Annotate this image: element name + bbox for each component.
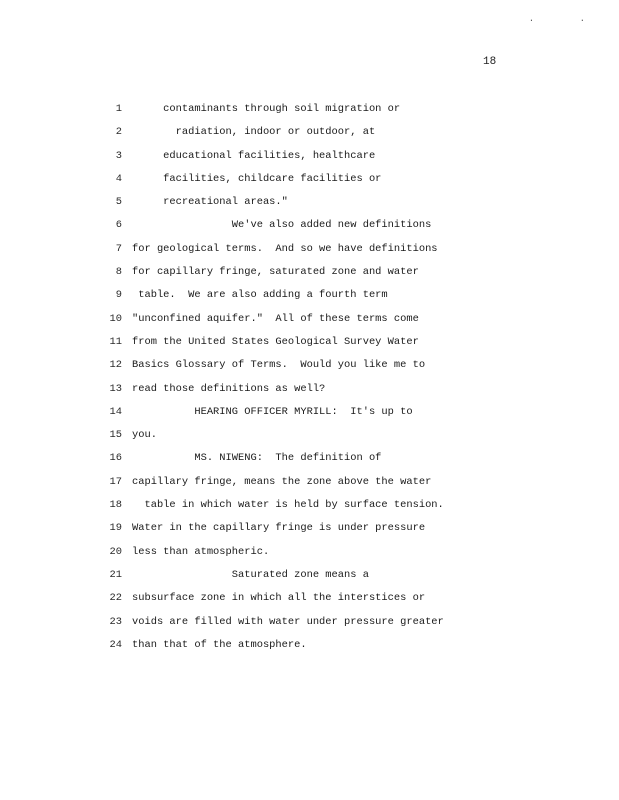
transcript-line bbox=[0, 331, 619, 354]
transcript-line bbox=[0, 191, 619, 214]
line-number: 1 bbox=[115, 103, 122, 115]
line-text: table. We are also adding a fourth term bbox=[132, 289, 388, 302]
transcript-line bbox=[0, 284, 619, 307]
line-number: 14 bbox=[109, 405, 122, 418]
line-text: than that of the atmosphere. bbox=[132, 638, 307, 651]
line-number: 13 bbox=[109, 382, 122, 395]
line-text: contaminants through soil migration or bbox=[132, 103, 401, 115]
line-number: 18 bbox=[109, 499, 122, 512]
line-number: 23 bbox=[109, 615, 122, 628]
transcript-line bbox=[0, 145, 619, 168]
transcript-line bbox=[0, 564, 619, 587]
line-text: radiation, indoor or outdoor, at bbox=[132, 126, 376, 139]
line-number: 7 bbox=[115, 242, 122, 255]
transcript-line bbox=[0, 447, 619, 470]
transcript-line bbox=[0, 168, 619, 191]
line-number: 17 bbox=[109, 475, 122, 488]
line-number: 15 bbox=[109, 429, 122, 442]
line-number: 9 bbox=[115, 289, 122, 302]
line-number: 10 bbox=[109, 312, 122, 325]
transcript-line bbox=[0, 424, 619, 447]
transcript-line bbox=[0, 238, 619, 261]
transcript-line bbox=[0, 214, 619, 237]
line-number: 24 bbox=[109, 638, 122, 651]
line-text: We've also added new definitions bbox=[132, 219, 432, 232]
line-text: Water in the capillary fringe is under pressure bbox=[132, 522, 426, 535]
line-text: Saturated zone means a bbox=[132, 568, 369, 581]
line-number: 21 bbox=[109, 568, 122, 581]
line-number: 12 bbox=[109, 359, 122, 372]
transcript-line bbox=[0, 121, 619, 144]
corner-mark: . . bbox=[528, 14, 605, 24]
transcript-line bbox=[0, 634, 619, 657]
line-text: capillary fringe, means the zone above the water bbox=[132, 475, 432, 488]
line-text: HEARING OFFICER MYRILL: It's up to bbox=[132, 405, 413, 418]
line-number: 4 bbox=[115, 172, 122, 185]
transcript-line bbox=[0, 541, 619, 564]
transcript-line bbox=[0, 471, 619, 494]
line-text: for capillary fringe, saturated zone and water bbox=[132, 266, 419, 279]
transcript-line bbox=[0, 611, 619, 634]
line-number: 2 bbox=[115, 126, 122, 139]
line-text: Basics Glossary of Terms. Would you like me to bbox=[132, 359, 426, 372]
line-number: 6 bbox=[115, 219, 122, 232]
line-text: table in which water is held by surface tension. bbox=[132, 499, 444, 512]
line-text: for geological terms. And so we have definitions bbox=[132, 242, 438, 255]
line-number: 11 bbox=[109, 335, 122, 348]
line-text: facilities, childcare facilities or bbox=[132, 172, 382, 185]
transcript-line bbox=[0, 517, 619, 540]
line-number: 5 bbox=[115, 196, 122, 209]
line-text: voids are filled with water under pressure greater bbox=[132, 615, 444, 628]
transcript-line bbox=[0, 378, 619, 401]
line-number: 20 bbox=[109, 545, 122, 558]
transcript-line bbox=[0, 401, 619, 424]
line-text: less than atmospheric. bbox=[132, 545, 270, 558]
line-number: 19 bbox=[109, 522, 122, 535]
transcript-body bbox=[0, 98, 619, 657]
line-text: "unconfined aquifer." All of these terms come bbox=[132, 312, 419, 325]
line-number: 22 bbox=[109, 592, 122, 605]
line-number: 3 bbox=[115, 149, 122, 162]
page-number: 18 bbox=[483, 56, 497, 68]
line-number: 8 bbox=[115, 266, 122, 279]
transcript-line bbox=[0, 98, 619, 121]
line-text: read those definitions as well? bbox=[132, 382, 326, 395]
transcript-line bbox=[0, 354, 619, 377]
transcript-line bbox=[0, 587, 619, 610]
line-number: 16 bbox=[109, 452, 122, 465]
line-text: MS. NIWENG: The definition of bbox=[132, 452, 382, 465]
line-text: subsurface zone in which all the interstices or bbox=[132, 592, 426, 605]
transcript-line bbox=[0, 494, 619, 517]
transcript-line bbox=[0, 308, 619, 331]
line-text: you. bbox=[132, 429, 157, 442]
line-text: from the United States Geological Survey Water bbox=[132, 335, 419, 348]
line-text: recreational areas." bbox=[132, 196, 288, 209]
transcript-line bbox=[0, 261, 619, 284]
line-text: educational facilities, healthcare bbox=[132, 149, 376, 162]
